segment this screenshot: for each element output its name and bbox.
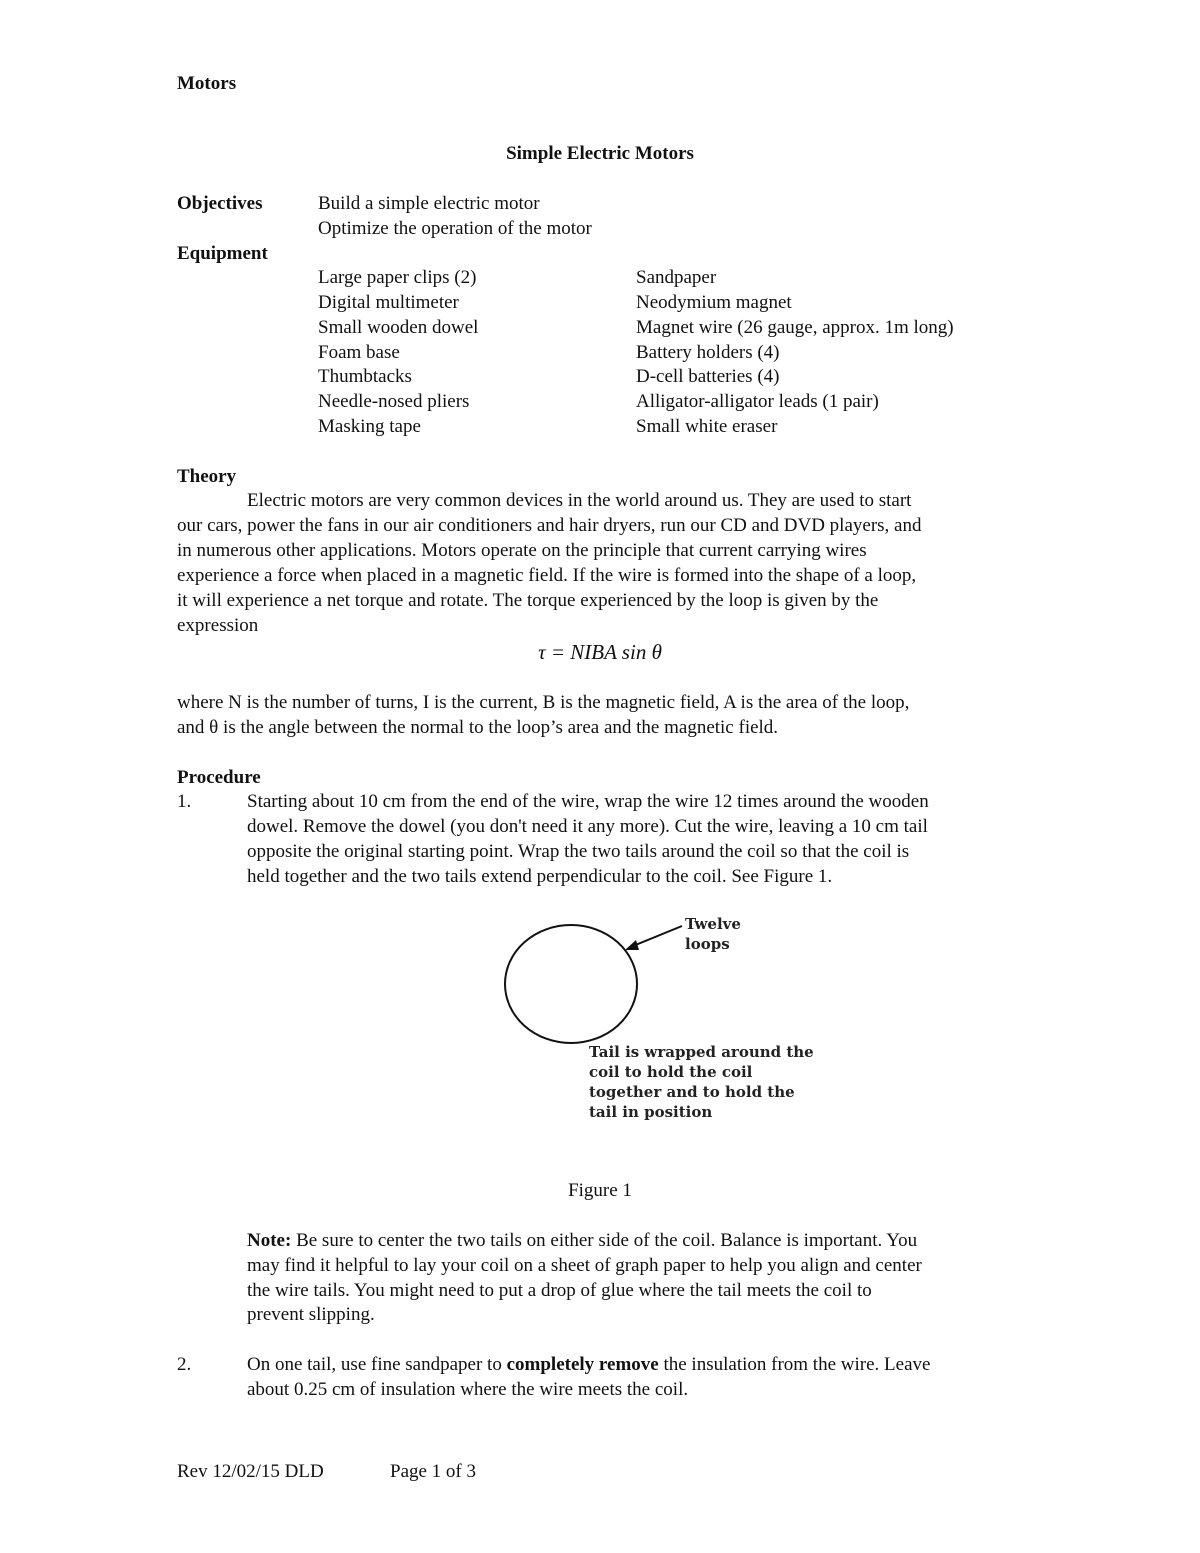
- equipment-item: Sandpaper: [636, 267, 717, 288]
- running-header: Motors: [177, 73, 237, 94]
- equipment-item: Large paper clips (2): [318, 267, 477, 288]
- objective-item: Build a simple electric motor: [318, 193, 540, 214]
- step1-line: dowel. Remove the dowel (you don't need it any more). Cut the wire, leaving a 10 cm tail: [247, 816, 928, 837]
- coil-loop: [505, 925, 637, 1043]
- theory-line: in numerous other applications. Motors operate on the principle that current carrying wires: [177, 540, 867, 561]
- footer-revision: Rev 12/02/15 DLD: [177, 1461, 324, 1482]
- note-line: prevent slipping.: [247, 1304, 375, 1325]
- objective-item: Optimize the operation of the motor: [318, 218, 592, 239]
- theory-heading: Theory: [177, 466, 237, 487]
- equipment-item: Neodymium magnet: [636, 292, 792, 313]
- figure-label-loops: Twelve loops: [685, 915, 741, 953]
- procedure-heading: Procedure: [177, 767, 261, 788]
- equipment-item: Thumbtacks: [318, 366, 412, 387]
- theory-line: our cars, power the fans in our air conditioners and hair dryers, run our CD and DVD players, and: [177, 515, 922, 536]
- equipment-item: Small white eraser: [636, 416, 778, 437]
- theory-line: experience a force when placed in a magnetic field. If the wire is formed into the shape of a loop,: [177, 565, 917, 586]
- coil-diagram: [490, 905, 690, 1055]
- equipment-item: Small wooden dowel: [318, 317, 479, 338]
- document-title: Simple Electric Motors: [506, 143, 694, 164]
- objectives-heading: Objectives: [177, 193, 263, 214]
- equipment-item: D-cell batteries (4): [636, 366, 780, 387]
- footer-page-number: Page 1 of 3: [390, 1461, 477, 1482]
- arrow-head-icon: [625, 940, 639, 950]
- equipment-item: Foam base: [318, 342, 400, 363]
- note-line: Note: Be sure to center the two tails on either side of the coil. Balance is important. You: [247, 1230, 918, 1251]
- step2-line: On one tail, use fine sandpaper to completely remove the insulation from the wire. Leave: [247, 1354, 931, 1375]
- step1-line: held together and the two tails extend perpendicular to the coil. See Figure 1.: [247, 866, 833, 887]
- equipment-item: Needle-nosed pliers: [318, 391, 470, 412]
- step2-line: about 0.25 cm of insulation where the wire meets the coil.: [247, 1379, 689, 1400]
- step-number: 2.: [177, 1354, 192, 1375]
- step1-line: Starting about 10 cm from the end of the wire, wrap the wire 12 times around the wooden: [247, 791, 929, 812]
- theory-where-line: and θ is the angle between the normal to the loop’s area and the magnetic field.: [177, 717, 779, 738]
- theory-where-line: where N is the number of turns, I is the current, B is the magnetic field, A is the area of the loop,: [177, 692, 910, 713]
- theory-line: Electric motors are very common devices in the world around us. They are used to start: [247, 490, 912, 511]
- equipment-item: Battery holders (4): [636, 342, 780, 363]
- equipment-item: Masking tape: [318, 416, 421, 437]
- theory-line: expression: [177, 615, 259, 636]
- step1-line: opposite the original starting point. Wrap the two tails around the coil so that the coil is: [247, 841, 910, 862]
- note-line: may find it helpful to lay your coil on a sheet of graph paper to help you align and center: [247, 1255, 922, 1276]
- figure-label-tail: Tail is wrapped around the coil to hold the coil together and to hold the tail in position: [589, 1043, 814, 1121]
- equipment-item: Digital multimeter: [318, 292, 459, 313]
- figure-caption: Figure 1: [568, 1180, 632, 1201]
- torque-equation: τ = NIBA sin θ: [538, 640, 662, 664]
- note-line: the wire tails. You might need to put a drop of glue where the tail meets the coil to: [247, 1280, 872, 1301]
- theory-line: it will experience a net torque and rotate. The torque experienced by the loop is given by the: [177, 590, 879, 611]
- equipment-heading: Equipment: [177, 243, 268, 264]
- step-number: 1.: [177, 791, 192, 812]
- equipment-item: Alligator-alligator leads (1 pair): [636, 391, 879, 412]
- arrow-line: [633, 926, 682, 946]
- note-label: Note:: [247, 1230, 292, 1251]
- equipment-item: Magnet wire (26 gauge, approx. 1m long): [636, 317, 954, 338]
